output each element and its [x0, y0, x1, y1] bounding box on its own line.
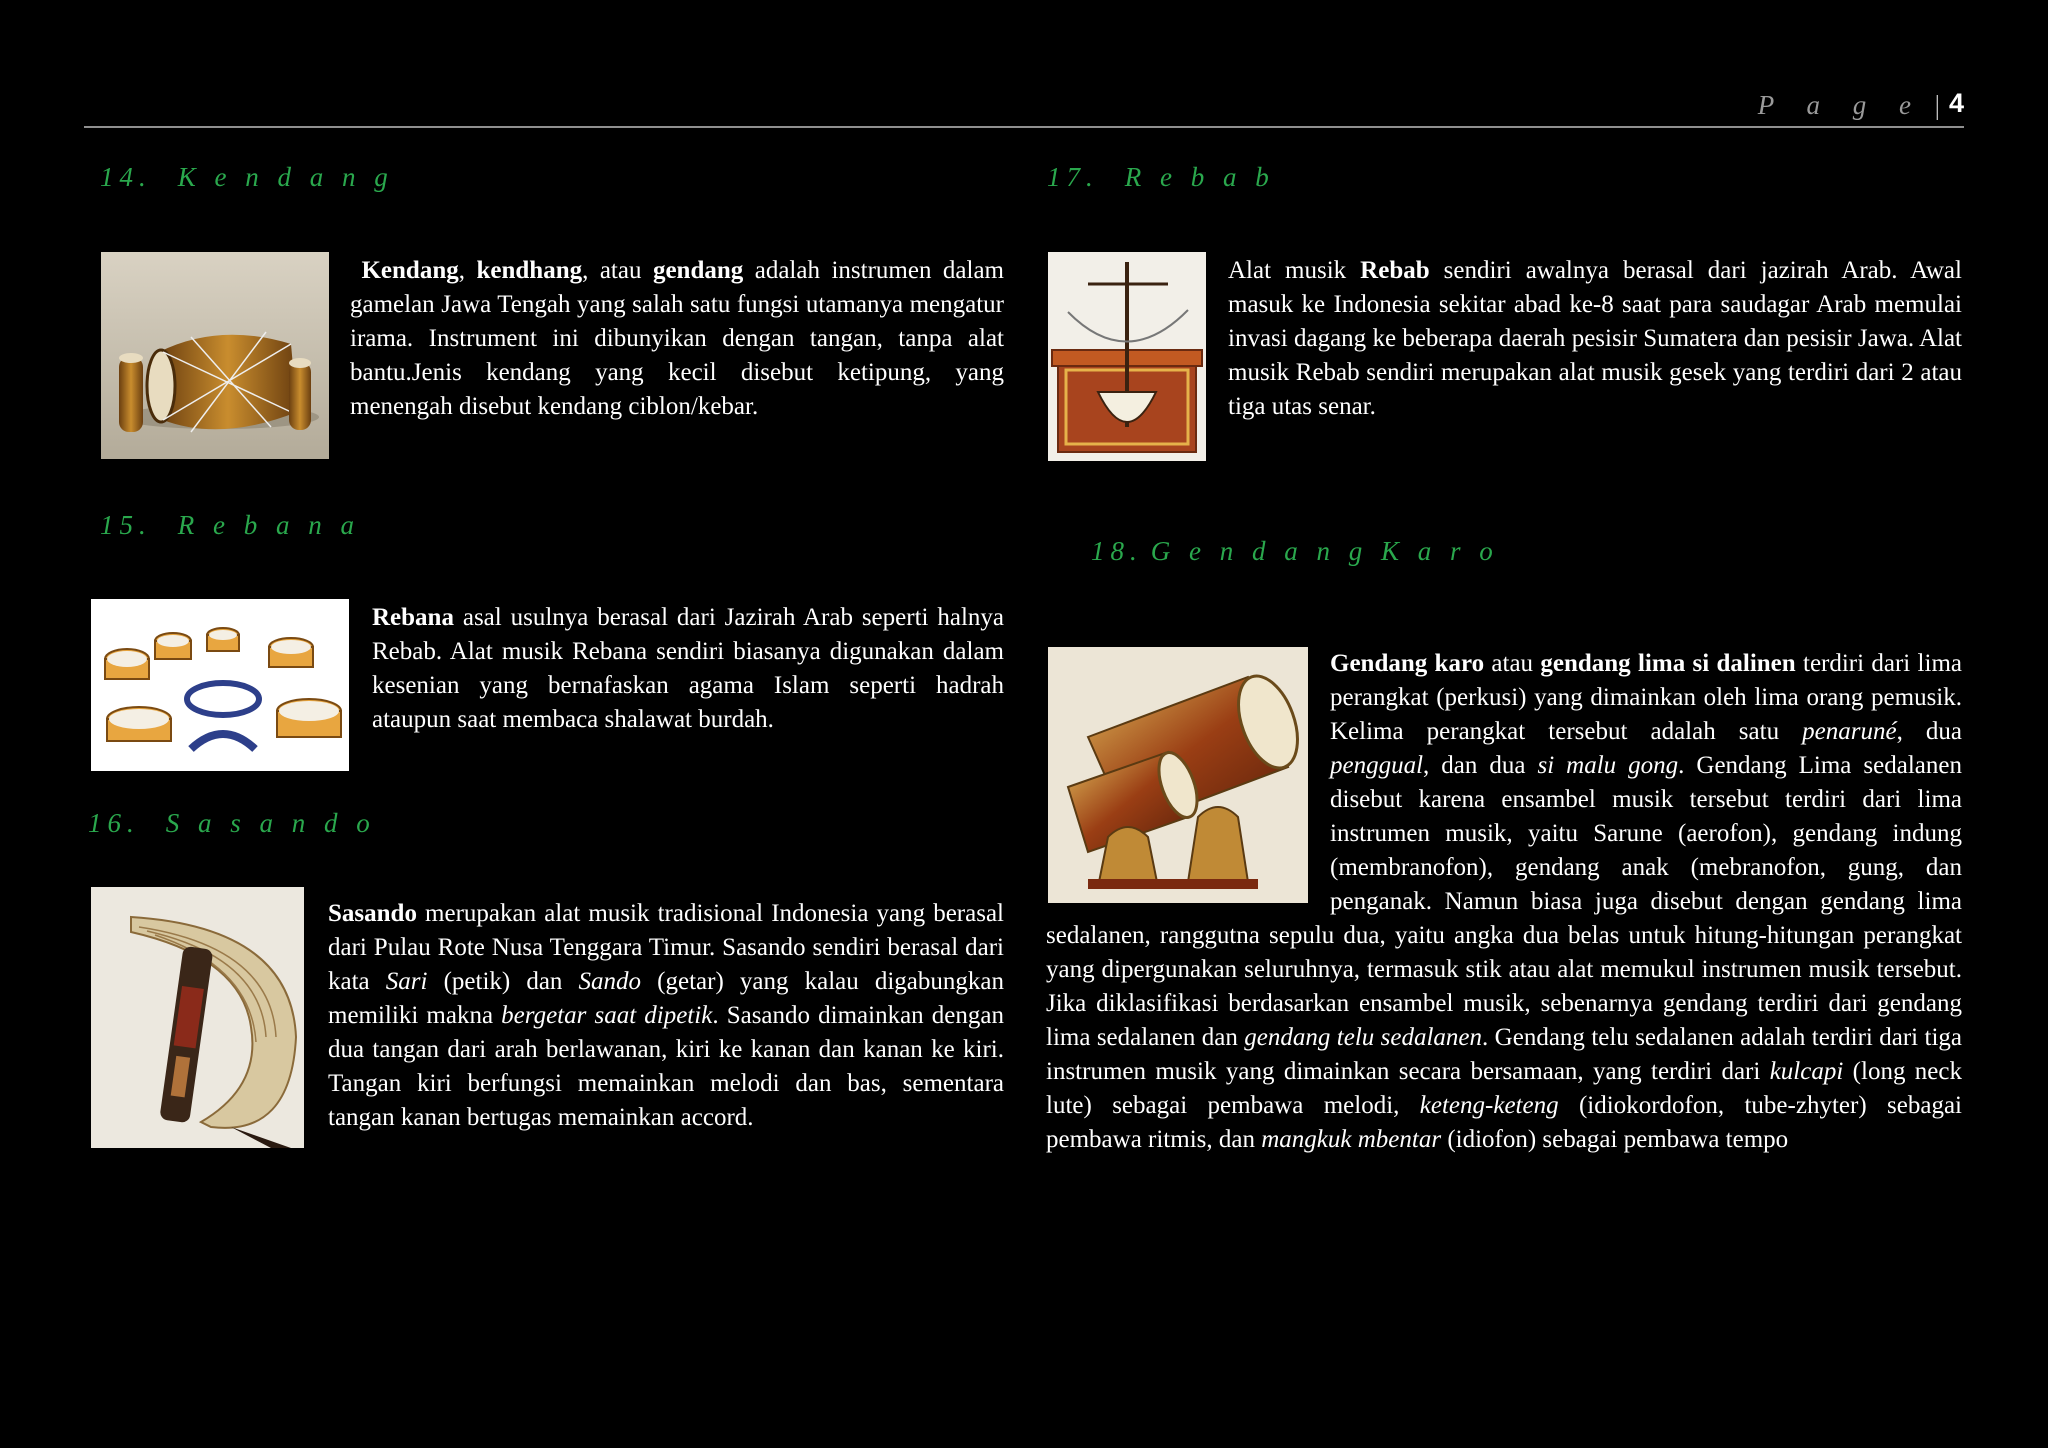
section-name: R e b a b	[1124, 162, 1275, 192]
kendang-text: Kendang, kendhang, atau gendang adalah instrumen dalam gamelan Jawa Tengah yang salah satu fungsi utamanya mengatur irama. Instrument ini dibunyikan dengan tangan, tanpa alat bantu.Jenis kendang yang kecil disebut ketipung, yang menengah disebut kendang ciblon/kebar.	[350, 257, 1005, 420]
section-number: 17.	[1047, 162, 1099, 192]
kendang-image	[101, 252, 329, 459]
section-title-rebana	[100, 510, 360, 541]
section-name: S a s a n d o	[165, 808, 376, 838]
sasando-text: Sasando merupakan alat musik tradisional Indonesia yang berasal dari Pulau Rote Nusa Tenggara Timur. Sasando sendiri berasal dari kata Sari (petik) dan Sando (getar) yang kalau digabungkan memiliki makna bergetar saat dipetik. Sasando dimainkan dengan dua tangan dari arah berlawanan, kiri ke kanan dan kanan ke kiri. Tangan kiri berfungsi memainkan melodi dan bas, sementara tangan kanan bertugas memainkan accord.	[328, 900, 1005, 1131]
rebana-text: Rebana asal usulnya berasal dari Jazirah Arab seperti halnya Rebab. Alat musik Rebana sendiri biasanya digunakan dalam kesenian yang bernafaskan agama Islam seperti hadrah ataupun saat membaca shalawat burdah.	[372, 604, 1004, 733]
gendang-karo-image	[1048, 647, 1308, 903]
page-number: 4	[1948, 88, 1964, 118]
rebana-image	[91, 599, 349, 771]
page-label: P a g e	[1757, 90, 1924, 120]
page-separator: |	[1934, 90, 1940, 120]
rebab-text: Alat musik Rebab sendiri awalnya berasal dari jazirah Arab. Awal masuk ke Indonesia sekitar abad ke-8 saat para saudagar Arab memulai invasi dagang ke beberapa daerah pesisir Sumatera dan pesisir Jawa. Alat musik Rebab sendiri merupakan alat musik gesek yang terdiri dari 2 atau tiga utas senar.	[1228, 257, 1962, 420]
gendang-karo-text: Gendang karo atau gendang lima si dalinen terdiri dari lima perangkat (perkusi) yang dimainkan oleh lima orang pemusik. Kelima perangkat tersebut adalah satu penaruné, dua penggual, dan dua si malu gong. Gendang Lima sedalanen disebut karena ensambel musik tersebut terdiri dari lima instrumen musik, yaitu Sarune (aerofon), gendang indung (membranofon), gendang anak (mebranofon, gung, dan penganak. Namun biasa juga disebut dengan gendang lima sedalanen, ranggutna sepulu dua, yaitu angka dua belas untuk hitung-hitungan perangkat yang dipergunakan seluruhnya, termasuk stik atau alat memukul instrumen musik tersebut. Jika diklasifikasi berdasarkan ensambel musik, sebenarnya gendang terdiri dari gendang lima sedalanen dan gendang telu sedalanen. Gendang telu sedalanen adalah terdiri dari tiga instrumen musik yang dimainkan secara bersamaan, yang terdiri dari kulcapi (long neck lute) sebagai pembawa melodi, keteng-keteng (idiokordofon, tube-zhyter) sebagai pembawa ritmis, dan mangkuk mbentar (idiofon) sebagai pembawa tempo	[1046, 647, 1962, 1157]
section-number: 18.	[1091, 536, 1143, 566]
section-title-rebab	[1047, 162, 1275, 193]
section-title-kendang	[100, 162, 394, 193]
section-number: 16.	[88, 808, 140, 838]
section-number: 15.	[100, 510, 152, 540]
section-number: 14.	[100, 162, 152, 192]
section-title-gendang-karo	[1091, 536, 1499, 567]
section-name: R e b a n a	[177, 510, 360, 540]
section-title-sasando	[88, 808, 376, 839]
sasando-image	[91, 887, 304, 1148]
rebab-image	[1048, 252, 1206, 461]
section-name: K e n d a n g	[177, 162, 394, 192]
page-header	[84, 88, 1964, 128]
section-name: G e n d a n g K a r o	[1150, 536, 1499, 566]
